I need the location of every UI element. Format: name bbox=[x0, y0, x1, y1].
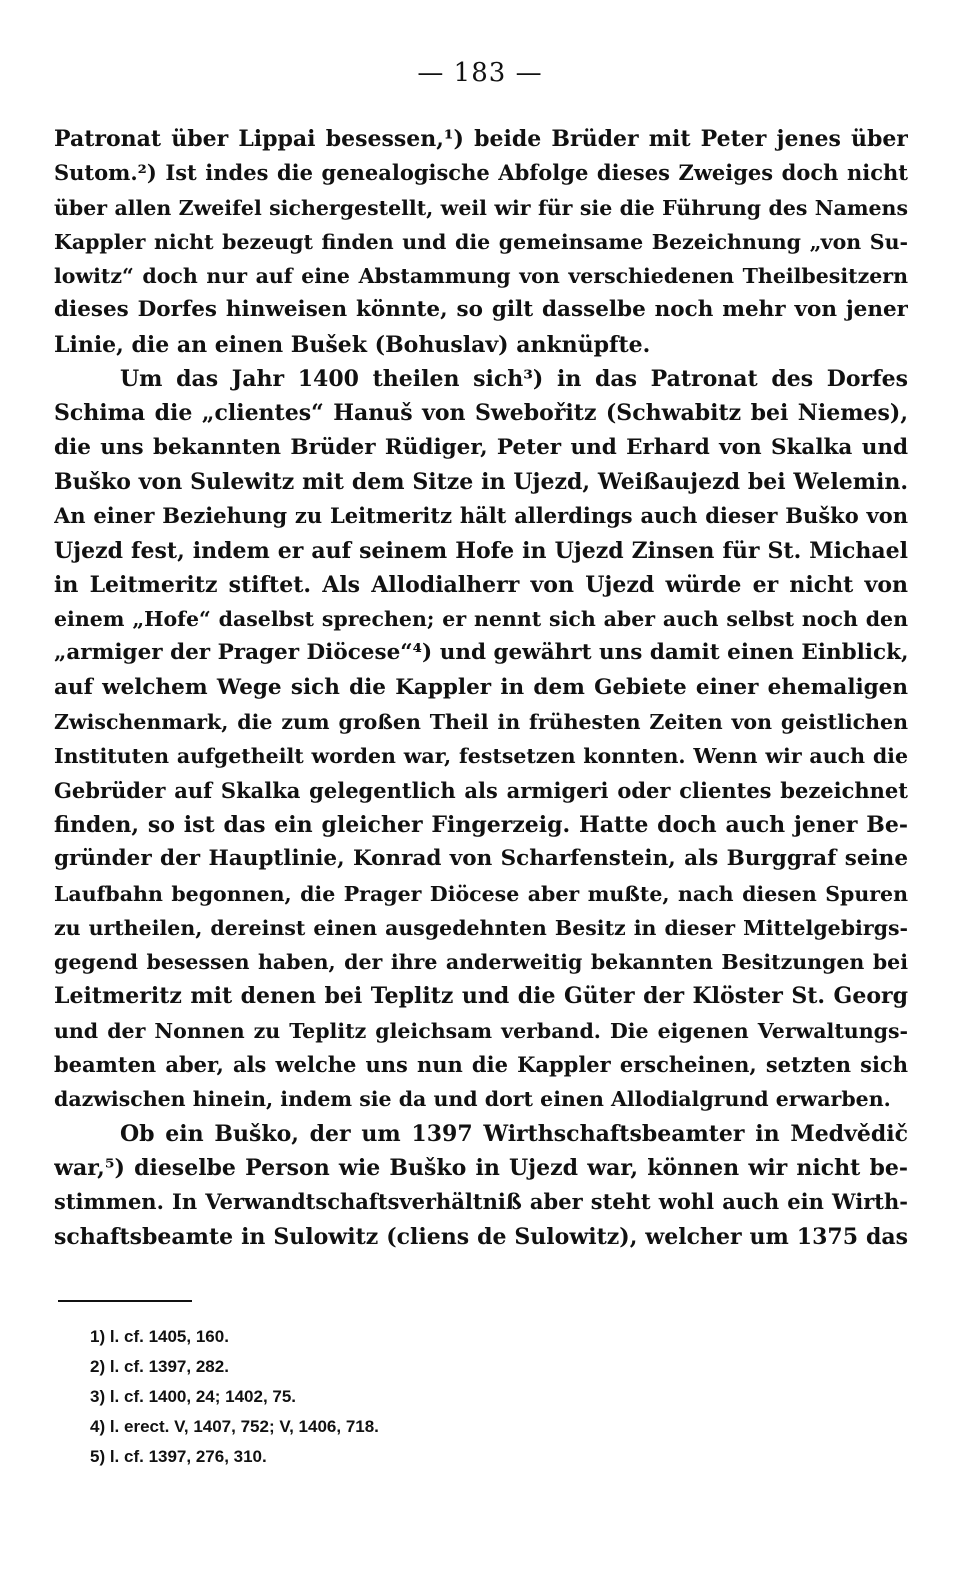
text-line: Zwischenmark, die zum großen Theil in frühesten Zeiten von geistlichen bbox=[54, 710, 908, 735]
text-line: finden, so ist das ein gleicher Fingerzeig. Hatte doch auch jener Be- bbox=[54, 811, 908, 838]
text-line: gegend besessen haben, der ihre anderweitig bekannten Besitzungen bei bbox=[54, 950, 908, 975]
text-line: schaftsbeamte in Sulowitz (cliens de Sulowitz), welcher um 1375 das bbox=[54, 1223, 908, 1250]
footnote: 3) l. cf. 1400, 24; 1402, 75. bbox=[90, 1387, 297, 1406]
footnote-divider bbox=[58, 1300, 192, 1302]
text-line: Buško von Sulewitz mit dem Sitze in Ujezd, Weißaujezd bei Welemin. bbox=[54, 468, 908, 495]
footnote: 2) l. cf. 1397, 282. bbox=[90, 1357, 229, 1376]
footnotes bbox=[90, 1322, 790, 1472]
text-line: auf welchem Wege sich die Kappler in dem Gebiete einer ehemaligen bbox=[54, 674, 908, 700]
text-line: Gebrüder auf Skalka gelegentlich als armigeri oder clientes bezeichnet bbox=[54, 777, 908, 803]
text-line: Kappler nicht bezeugt finden und die gemeinsame Bezeichnung „von Su- bbox=[54, 229, 908, 254]
text-line: Ob ein Buško, der um 1397 Wirthschaftsbeamter in Medvědič bbox=[120, 1120, 908, 1147]
text-line: in Leitmeritz stiftet. Als Allodialherr von Ujezd würde er nicht von bbox=[54, 571, 908, 598]
page-number: — 183 — bbox=[417, 58, 543, 88]
text-line: beamten aber, als welche uns nun die Kappler erscheinen, setzten sich bbox=[54, 1052, 908, 1078]
text-line: Linie, die an einen Bušek (Bohuslav) anknüpfte. bbox=[54, 331, 651, 358]
text-line: dazwischen hinein, indem sie da und dort einen Allodialgrund erwarben. bbox=[54, 1087, 891, 1112]
text-line: zu urtheilen, dereinst einen ausgedehnten Besitz in dieser Mittelgebirgs- bbox=[54, 915, 908, 940]
text-line: Schima die „clientes“ Hanuš von Swebořitz (Schwabitz bei Niemes), bbox=[54, 400, 908, 427]
text-line: die uns bekannten Brüder Rüdiger, Peter und Erhard von Skalka und bbox=[54, 434, 908, 460]
body-text bbox=[54, 122, 908, 1254]
text-line: Instituten aufgetheilt worden war, festsetzen konnten. Wenn wir auch die bbox=[54, 744, 908, 769]
text-line: über allen Zweifel sichergestellt, weil wir für sie die Führung des Namens bbox=[54, 195, 908, 220]
text-line: „armiger der Prager Diöcese“⁴) und gewährt uns damit einen Einblick, bbox=[54, 640, 908, 666]
footnote: 1) l. cf. 1405, 160. bbox=[90, 1327, 229, 1346]
text-line: Sutom.²) Ist indes die genealogische Abfolge dieses Zweiges doch nicht bbox=[54, 160, 908, 186]
text-line: stimmen. In Verwandtschaftsverhältniß aber steht wohl auch ein Wirth- bbox=[54, 1189, 908, 1215]
text-line: einem „Hofe“ daselbst sprechen; er nennt sich aber auch selbst noch den bbox=[54, 607, 908, 632]
text-line: Leitmeritz mit denen bei Teplitz und die Güter der Klöster St. Georg bbox=[54, 983, 908, 1010]
text-line: Laufbahn begonnen, die Prager Diöcese aber mußte, nach diesen Spuren bbox=[54, 881, 908, 906]
footnote: 5) l. cf. 1397, 276, 310. bbox=[90, 1447, 267, 1466]
text-line: Um das Jahr 1400 theilen sich³) in das Patronat des Dorfes bbox=[120, 366, 908, 393]
text-line: An einer Beziehung zu Leitmeritz hält allerdings auch dieser Buško von bbox=[54, 503, 908, 529]
text-line: dieses Dorfes hinweisen könnte, so gilt dasselbe noch mehr von jener bbox=[54, 297, 908, 323]
text-line: Patronat über Lippai besessen,¹) beide Brüder mit Peter jenes über bbox=[54, 126, 908, 152]
text-line: und der Nonnen zu Teplitz gleichsam verband. Die eigenen Verwaltungs- bbox=[54, 1018, 908, 1043]
footnote: 4) l. erect. V, 1407, 752; V, 1406, 718. bbox=[90, 1417, 379, 1436]
text-line: lowitz“ doch nur auf eine Abstammung von verschiedenen Theilbesitzern bbox=[54, 264, 908, 289]
text-line: Ujezd fest, indem er auf seinem Hofe in Ujezd Zinsen für St. Michael bbox=[54, 537, 908, 564]
text-line: gründer der Hauptlinie, Konrad von Scharfenstein, als Burggraf seine bbox=[54, 846, 908, 872]
text-line: war,⁵) dieselbe Person wie Buško in Ujezd war, können wir nicht be- bbox=[54, 1154, 908, 1181]
